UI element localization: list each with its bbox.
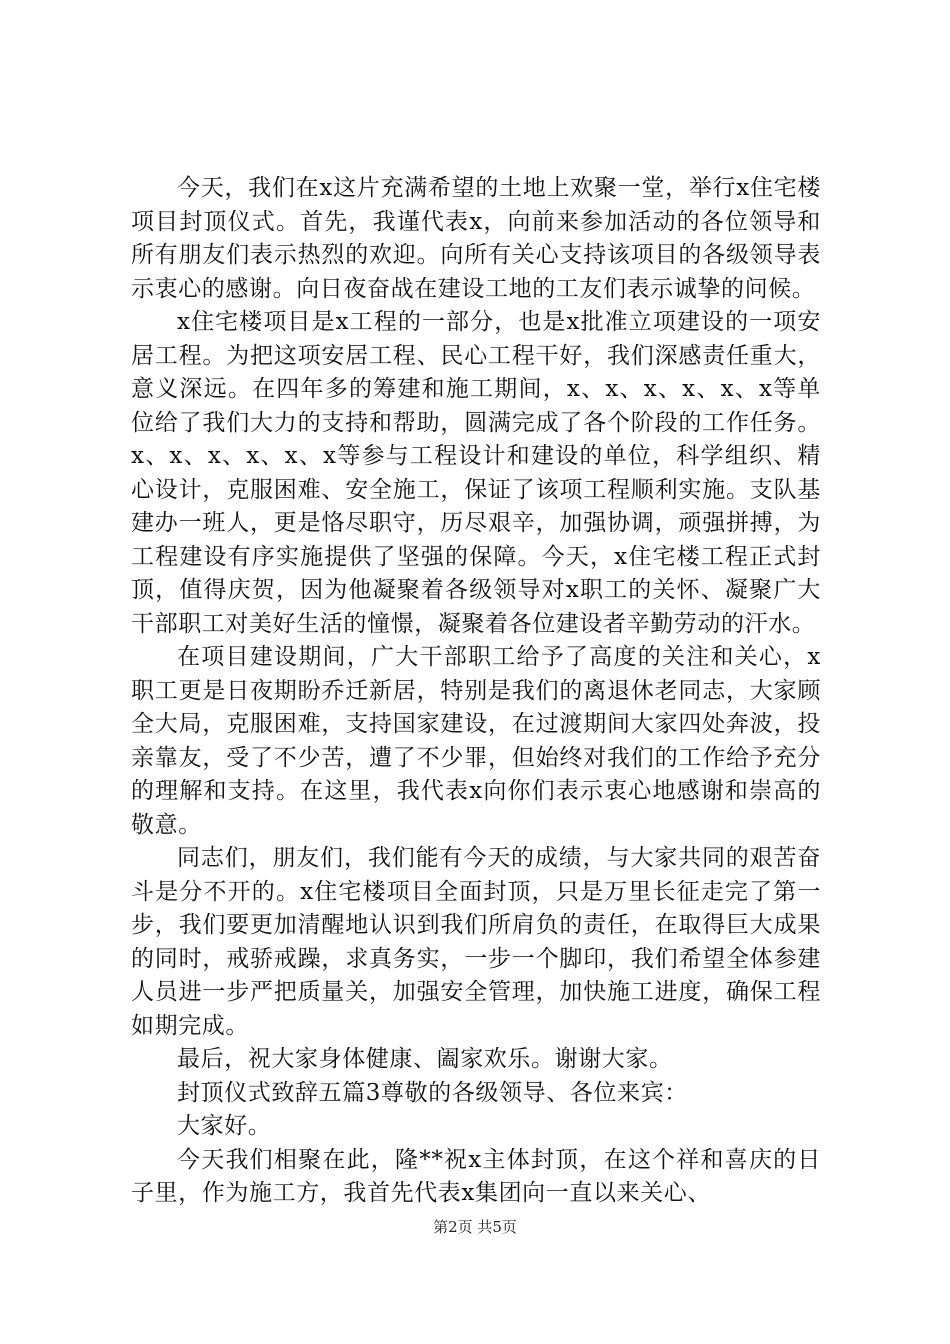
document-body: [131, 172, 821, 1211]
paragraph-speech-3-body: 今天我们相聚在此，隆**祝x主体封顶，在这个祥和喜庆的日子里，作为施工方，我首先代表x集团向一直以来关心、: [131, 1146, 821, 1206]
paragraph-speech-3-heading: 封顶仪式致辞五篇3尊敬的各级领导、各位来宾：: [177, 1079, 688, 1106]
paragraph-staff-thanks: 在项目建设期间，广大干部职工给予了高度的关注和关心，x职工更是日夜期盼乔迁新居，特别是我们的离退休老同志，大家顾全大局，克服困难，支持国家建设，在过渡期间大家四处奔波，投亲靠友，受了不少苦，遭了不少罪，但始终对我们的工作给予充分的理解和支持。在这里，我代表x向你们表示衷心地感谢和崇高的敬意。: [131, 644, 821, 838]
paragraph-comrades: 同志们，朋友们，我们能有今天的成绩，与大家共同的艰苦奋斗是分不开的。x住宅楼项目全面封顶，只是万里长征走完了第一步，我们要更加清醒地认识到我们所肩负的责任，在取得巨大成果的同时，戒骄戒躁，求真务实，一步一个脚印，我们希望全体参建人员进一步严把质量关，加强安全管理，加快施工进度，确保工程如期完成。: [131, 845, 821, 1039]
paragraph-project-overview: x住宅楼项目是x工程的一部分，也是x批准立项建设的一项安居工程。为把这项安居工程、民心工程干好，我们深感责任重大，意义深远。在四年多的筹建和施工期间，x、x、x、x、x、x等单位给了我们大力的支持和帮助，圆满完成了各个阶段的工作任务。x、x、x、x、x、x等参与工程设计和建设的单位，科学组织、精心设计，克服困难、安全施工，保证了该项工程顺利实施。支队基建办一班人，更是恪尽职守，历尽艰辛，加强协调，顽强拼搏，为工程建设有序实施提供了坚强的保障。今天，x住宅楼工程正式封顶，值得庆贺，因为他凝聚着各级领导对x职工的关怀、凝聚广大干部职工对美好生活的憧憬，凝聚着各位建设者辛勤劳动的汗水。: [131, 309, 821, 637]
paragraph-closing-wishes: 最后，祝大家身体健康、阖家欢乐。谢谢大家。: [177, 1046, 673, 1072]
paragraph-greeting: 大家好。: [177, 1113, 272, 1139]
page-number-footer: 第2页 共5页: [433, 1218, 517, 1236]
paragraph-opening-welcome: 今天，我们在x这片充满希望的土地上欢聚一堂，举行x住宅楼项目封顶仪式。首先，我谨代表x，向前来参加活动的各位领导和所有朋友们表示热烈的欢迎。向所有关心支持该项目的各级领导表示衷心的感谢。向日夜奋战在建设工地的工友们表示诚挚的问候。: [131, 175, 821, 302]
